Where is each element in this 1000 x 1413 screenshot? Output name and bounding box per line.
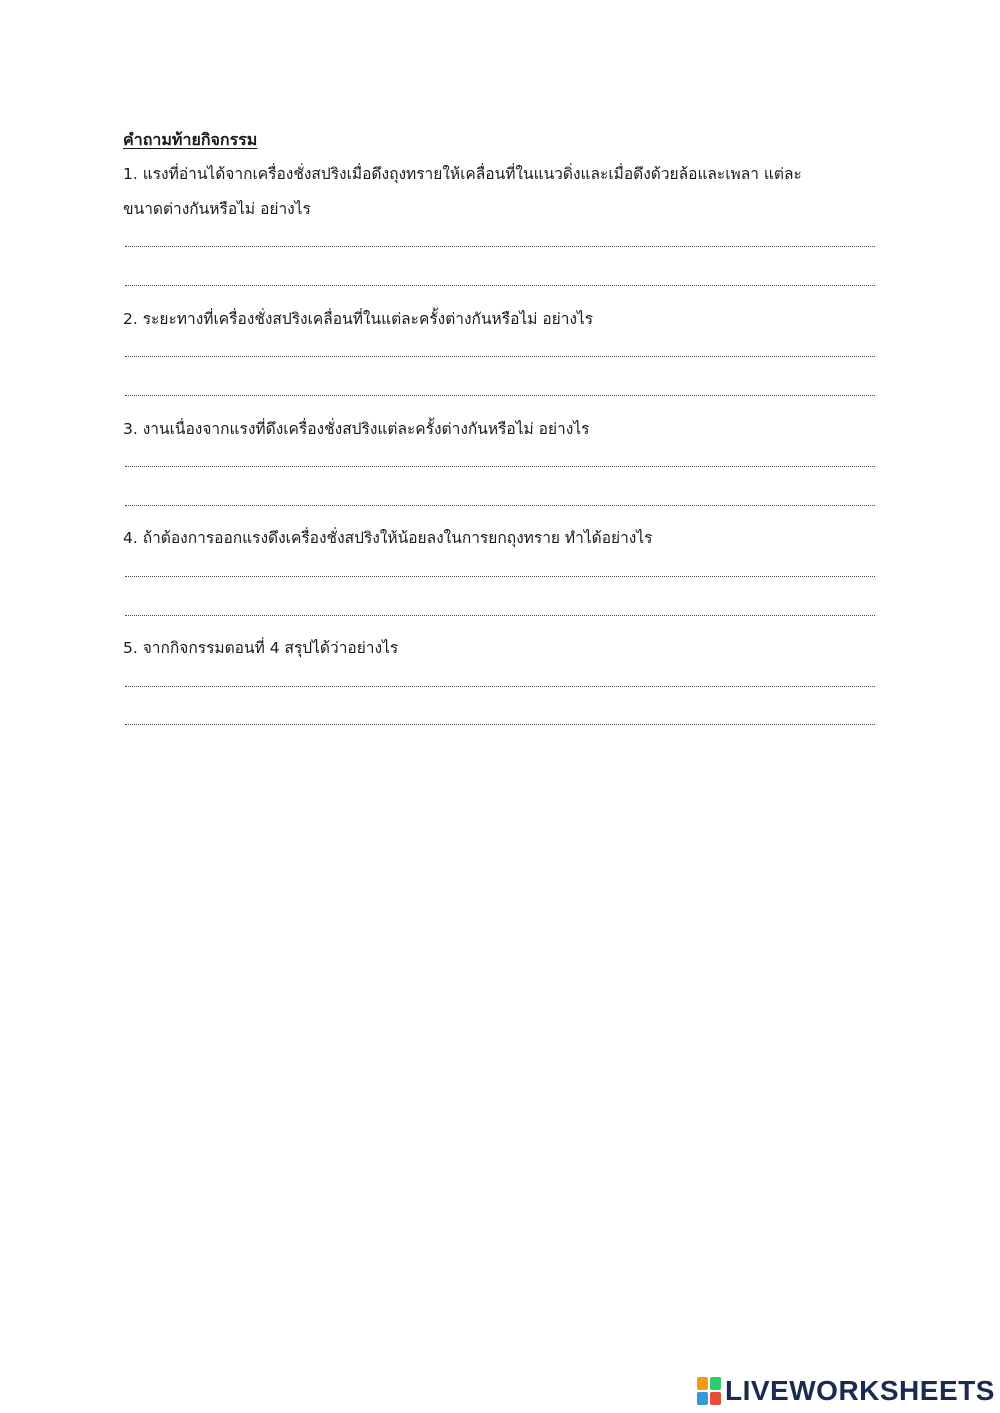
liveworksheets-logo [697,1376,995,1406]
question-5-text: 5. จากกิจกรรมตอนที่ 4 สรุปได้ว่าอย่างไร [123,639,399,657]
answer-line-2b[interactable] [125,395,875,396]
question-1-line-2: ขนาดต่างกันหรือไม่ อย่างไร [123,200,311,218]
liveworksheets-icon [697,1377,721,1405]
answer-line-4a[interactable] [125,576,875,577]
answer-line-3b[interactable] [125,505,875,506]
answer-line-1b[interactable] [125,285,875,286]
question-3-text: 3. งานเนื่องจากแรงที่ดึงเครื่องชั่งสปริงแต่ละครั้งต่างกันหรือไม่ อย่างไร [123,420,590,438]
answer-line-4b[interactable] [125,615,875,616]
answer-line-5b[interactable] [125,724,875,725]
question-4-text: 4. ถ้าต้องการออกแรงดึงเครื่องชั่งสปริงให้น้อยลงในการยกถุงทราย ทำได้อย่างไร [123,529,653,547]
logo-square-red [710,1392,721,1405]
logo-square-orange [697,1377,708,1390]
logo-square-blue [697,1392,708,1405]
question-1-line-1: 1. แรงที่อ่านได้จากเครื่องชั่งสปริงเมื่อดึงถุงทรายให้เคลื่อนที่ในแนวดิ่งและเมื่อดึงด้วยล้อและเพลา แต่ละ [123,165,802,183]
logo-text: LIVEWORKSHEETS [725,1375,995,1406]
worksheet-heading: คำถามท้ายกิจกรรม [123,130,258,149]
answer-line-5a[interactable] [125,686,875,687]
answer-line-2a[interactable] [125,356,875,357]
logo-square-green [710,1377,721,1390]
answer-line-1a[interactable] [125,246,875,247]
question-2-text: 2. ระยะทางที่เครื่องชั่งสปริงเคลื่อนที่ในแต่ละครั้งต่างกันหรือไม่ อย่างไร [123,310,594,328]
answer-line-3a[interactable] [125,466,875,467]
